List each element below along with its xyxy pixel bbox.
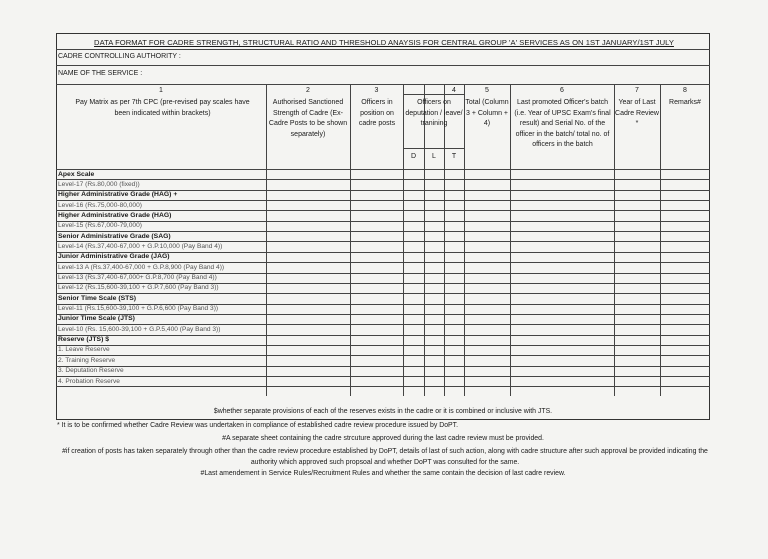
row-rule — [56, 376, 710, 377]
table-row: Level-12 (Rs.15,600-39,100 + G.P.7,600 (Pay Band 3)) — [58, 284, 219, 292]
col-divider — [424, 84, 425, 396]
col-header-8: Remarks# — [669, 99, 701, 106]
row-rule — [56, 179, 710, 180]
col-divider — [350, 84, 351, 396]
row-rule — [56, 386, 710, 387]
table-row: Senior Time Scale (STS) — [58, 294, 137, 302]
rule — [56, 169, 710, 170]
table-row: Junior Administrative Grade (JAG) — [58, 253, 170, 261]
rule — [56, 84, 710, 85]
rule — [403, 94, 464, 95]
rule — [403, 148, 464, 149]
table-row: Level-16 (Rs.75,000-80,000) — [58, 201, 142, 209]
table-row: Level-13 (Rs.37,400-67,000+ G.P.8,700 (Pay Band 4)) — [58, 274, 217, 281]
table-row: Reserve (JTS) $ — [58, 336, 110, 344]
row-rule — [56, 355, 710, 356]
sub-col-d: D — [410, 153, 417, 160]
table-row: 2. Training Reserve — [58, 356, 116, 364]
col-header-5: Total (Column 3 + Column + 4) — [465, 99, 509, 128]
table-row: Level-17 (Rs.80,000 (fixed)) — [58, 180, 140, 188]
table-row: Level-10 (Rs. 15,600-39,100 + G.P.5,400 (Pay Band 3)) — [58, 325, 221, 333]
row-rule — [56, 366, 710, 367]
col-num-2: 2 — [306, 87, 310, 94]
table-row: Higher Administrative Grade (HAG) — [58, 211, 172, 219]
col-divider — [464, 84, 465, 396]
table-row: Level-11 (Rs.15,600-39,100 + G.P.6,600 (Pay Band 3)) — [58, 305, 219, 313]
col-divider — [403, 84, 404, 396]
table-row: Level-13 A (Rs.37,400-67,000 + G.P.8,900 (Pay Band 4)) — [58, 263, 225, 271]
col-num-5: 5 — [485, 87, 489, 94]
row-rule — [56, 293, 710, 294]
footnote-hash-a: #A separate sheet containing the cadre strcuture approved during the last cadre review must be provided. — [222, 435, 544, 442]
col-num-3: 3 — [374, 87, 379, 94]
row-rule — [56, 314, 710, 315]
col-divider — [660, 84, 661, 396]
col-header-4: Officers on deputation / leave/ tranining — [405, 99, 463, 128]
table-row: Higher Administrative Grade (HAG) + — [58, 191, 178, 199]
rule — [56, 49, 710, 50]
row-rule — [56, 335, 710, 336]
col-divider — [614, 84, 615, 396]
col-num-7: 7 — [635, 87, 639, 94]
footnote-hash-b: #if creation of posts has taken separately through other than the cadre review procedure established by DoPT, details of last of such action, along with cadre structure after such approval be provided indicating the authority which approved such propsoal and whether DoPT was consulted for the same. — [62, 448, 708, 466]
col-divider — [444, 84, 445, 396]
sub-col-l: L — [432, 153, 436, 160]
col-header-7: Year of Last Cadre Review * — [615, 99, 659, 128]
col-divider — [510, 84, 511, 396]
footnote-dollar: $whether separate provisions of each of the reserves exists in the cadre or it is combined or inclusive with JTS. — [213, 408, 553, 415]
row-rule — [56, 221, 710, 222]
col-header-6: Last promoted Officer's batch (i.e. Year of UPSC Exam's final result) and Serial No. of the officer in the batch/ total no. of officers in the batch — [514, 99, 611, 149]
col-num-4: 4 — [452, 87, 456, 94]
cadre-authority-label: CADRE CONTROLLING AUTHORITY : — [58, 53, 181, 60]
footnote-star: * It is to be confirmed whether Cadre Review was undertaken in compliance of established cadre review procedure issued by DoPT. — [57, 422, 459, 429]
table-row: Senior Administrative Grade (SAG) — [58, 232, 171, 240]
footnote-hash-c: #Last amendement in Service Rules/Recruitment Rules and whether the same contain the decision of last cadre review. — [200, 470, 566, 477]
table-row: 3. Deputation Reserve — [58, 367, 124, 375]
table-row: Apex Scale — [58, 170, 95, 178]
col-num-6: 6 — [560, 87, 564, 94]
document-title: DATA FORMAT FOR CADRE STRENGTH, STRUCTURAL RATIO AND THRESHOLD ANAYSIS FOR CENTRAL GROUP 'A' SERVICES AS ON 1ST JANUARY/1ST JULY — [94, 38, 674, 47]
col-header-3: Officers in position on cadre posts — [358, 99, 396, 128]
col-header-1: Pay Matrix as per 7th CPC (pre-revised pay scales have been indicated within brackets) — [75, 99, 250, 117]
table-row: 1. Leave Reserve — [58, 346, 110, 354]
table-row: Level-15 (Rs.67,000-79,000) — [58, 222, 142, 230]
rule — [56, 65, 710, 66]
table-row: 4. Probation Reserve — [58, 377, 120, 385]
row-rule — [56, 200, 710, 201]
col-divider — [266, 84, 267, 396]
row-rule — [56, 345, 710, 346]
col-num-8: 8 — [683, 87, 687, 94]
col-num-1: 1 — [159, 87, 163, 94]
sub-col-t: T — [451, 153, 457, 160]
table-row: Junior Time Scale (JTS) — [58, 315, 135, 323]
col-header-2: Authorised Sanctioned Strength of Cadre (Ex- Cadre Posts to be shown separately) — [268, 99, 348, 138]
service-name-label: NAME OF THE SERVICE : — [58, 70, 143, 77]
table-row: Level-14 (Rs.37,400-67,000 + G.P.10,000 (Pay Band 4)) — [58, 242, 223, 250]
